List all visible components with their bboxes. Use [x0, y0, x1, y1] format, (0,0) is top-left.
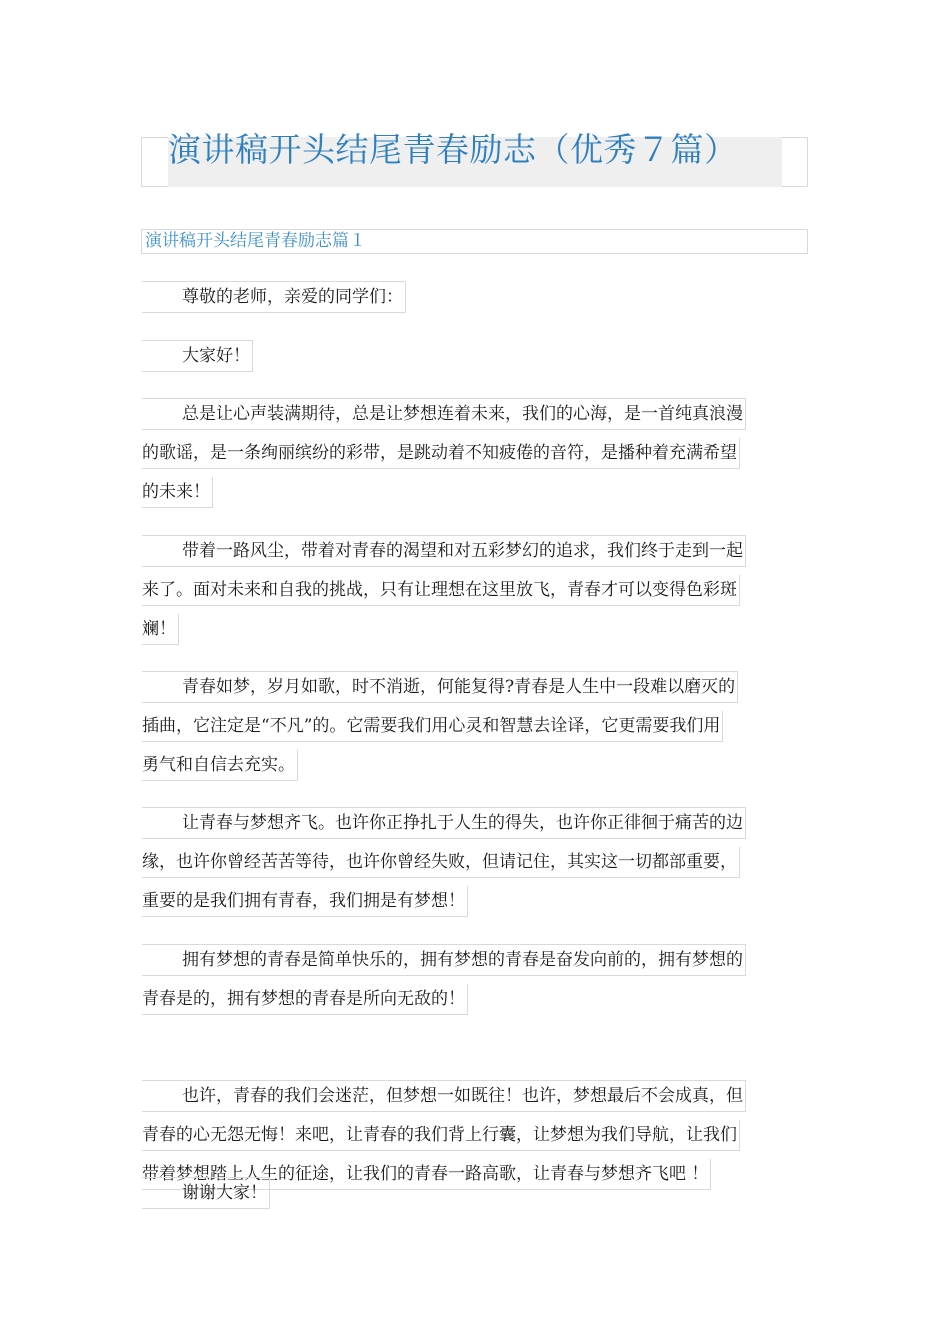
- paragraph-line-text: 来了。面对未来和自我的挑战，只有让理想在这里放飞，青春才可以变得色彩斑: [142, 575, 740, 606]
- paragraph-line-text: 的歌谣，是一条绚丽缤纷的彩带，是跳动着不知疲倦的音符，是播种着充满希望: [142, 438, 740, 469]
- paragraph: [142, 395, 808, 512]
- paragraph-line: [142, 707, 808, 746]
- paragraph-line-text: 青春如梦，岁月如歌，时不消逝，何能复得?青春是人生中一段难以磨灭的: [142, 671, 738, 703]
- paragraph: [142, 1174, 808, 1213]
- paragraph-line: [142, 941, 808, 980]
- paragraph-line-text: 青春的心无怨无悔！来吧，让青春的我们背上行囊，让梦想为我们导航，让我们: [142, 1120, 740, 1151]
- paragraph-line: [142, 1116, 808, 1155]
- paragraph-line-text: 勇气和自信去充实。: [142, 750, 298, 781]
- paragraph-line-text: 大家好！: [142, 340, 253, 372]
- paragraph-line-text: 带着一路风尘，带着对青春的渴望和对五彩梦幻的追求，我们终于走到一起: [142, 535, 746, 567]
- paragraph-line: [142, 746, 808, 785]
- paragraph-line: [142, 337, 808, 376]
- paragraph-line: [142, 473, 808, 512]
- paragraph-line: [142, 1077, 808, 1116]
- paragraph-line-text: 缘，也许你曾经苦苦等待，也许你曾经失败，但请记住，其实这一切都部重要，: [142, 847, 740, 878]
- paragraph-line-text: 重要的是我们拥有青春，我们拥是有梦想！: [142, 886, 468, 917]
- paragraph-line-text: 插曲，它注定是“不凡”的。它需要我们用心灵和智慧去诠译，它更需要我们用: [142, 711, 723, 742]
- section-heading: 演讲稿开头结尾青春励志篇１: [141, 229, 808, 254]
- paragraph-line: [142, 278, 808, 317]
- paragraph-line-text: 青春是的，拥有梦想的青春是所向无敌的！: [142, 984, 468, 1015]
- paragraph-line-text: 带着梦想踏上人生的征途，让我们的青春一路高歌，让青春与梦想齐飞吧 ！: [142, 1159, 711, 1190]
- paragraph: [142, 804, 808, 921]
- paragraph-line: [142, 668, 808, 707]
- paragraph-line: [142, 1174, 808, 1213]
- paragraph: [142, 278, 808, 317]
- paragraph-line-text: 尊敬的老师，亲爱的同学们：: [142, 281, 406, 313]
- paragraph-line-text: 的未来！: [142, 477, 213, 508]
- document-title: 演讲稿开头结尾青春励志（优秀７篇）: [168, 130, 738, 169]
- paragraph-line-text: 谢谢大家！: [142, 1177, 270, 1209]
- paragraph-line-text: 总是让心声装满期待，总是让梦想连着未来，我们的心海，是一首纯真浪漫: [142, 398, 746, 430]
- paragraph: [142, 941, 808, 1019]
- paragraph-line: [142, 434, 808, 473]
- paragraph: [142, 668, 808, 785]
- paragraph-line-text: 让青春与梦想齐飞。也许你正挣扎于人生的得失，也许你正徘徊于痛苦的边: [142, 807, 746, 839]
- paragraph-line: [142, 980, 808, 1019]
- paragraph-line-text: 也许，青春的我们会迷茫，但梦想一如既往！也许，梦想最后不会成真，但: [142, 1080, 746, 1112]
- paragraph-line-text: 拥有梦想的青春是简单快乐的，拥有梦想的青春是奋发向前的，拥有梦想的: [142, 944, 746, 976]
- paragraph-line: [142, 571, 808, 610]
- paragraph-line: [142, 843, 808, 882]
- paragraph-line-text: 斓！: [142, 614, 179, 645]
- paragraph: [142, 337, 808, 376]
- paragraph-line: [142, 610, 808, 649]
- paragraph-line: [142, 395, 808, 434]
- paragraph: [142, 532, 808, 649]
- paragraph-line: [142, 804, 808, 843]
- paragraph-line: [142, 532, 808, 571]
- paragraph-line: [142, 882, 808, 921]
